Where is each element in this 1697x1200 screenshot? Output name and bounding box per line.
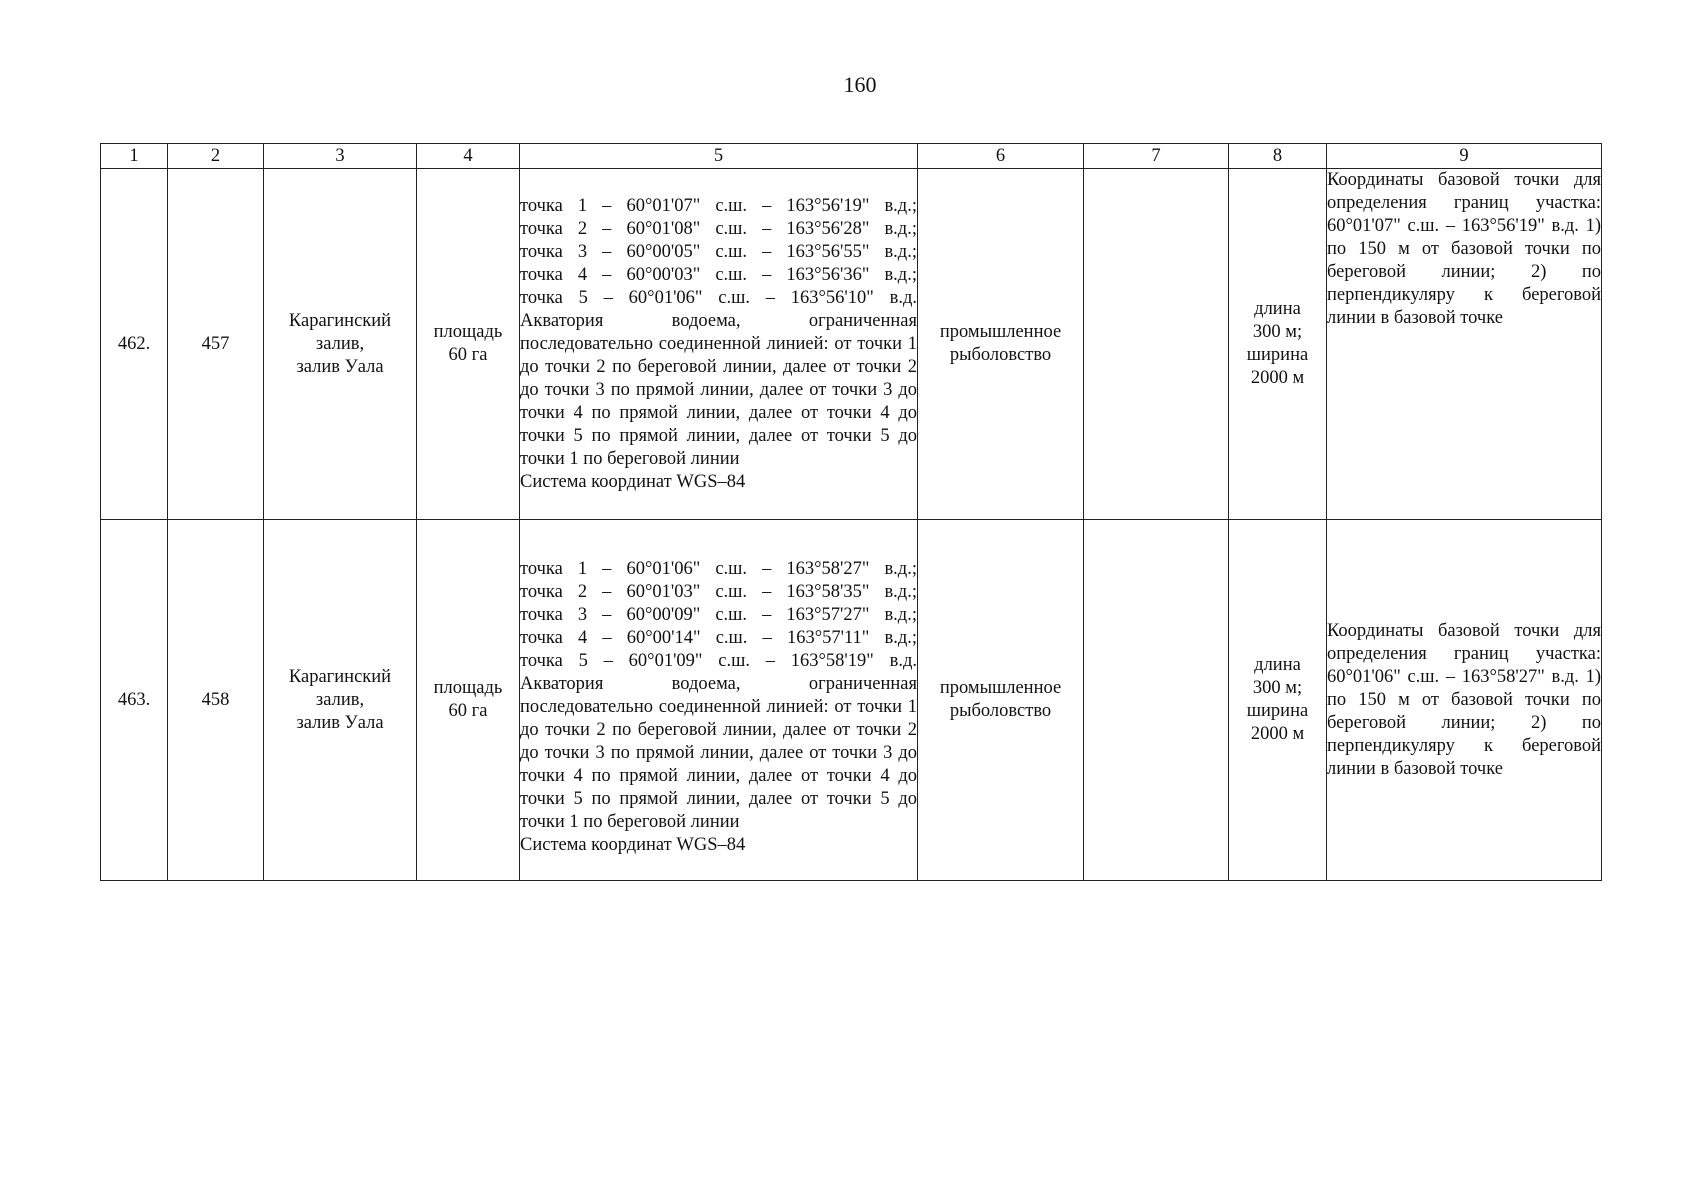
purpose-line: промышленное <box>939 322 1062 342</box>
dimensions-line: ширина <box>1246 701 1309 721</box>
location-cell <box>264 169 417 520</box>
area-size-line: площадь <box>433 678 503 698</box>
location-line: залив Уала <box>296 712 384 733</box>
boundary-text: Акватория водоема, ограниченная последовательно соединенной линией: от точки 1 до точки 2 по береговой линии, далее от точки 2 до точки 3 по прямой линии, далее от точки 3 до точки 4 по прямой линии, далее от точки 4 до точки 5 по прямой линии, далее от точки 5 до точки 1 по береговой линии <box>520 310 917 469</box>
boundary-description-cell <box>520 520 918 881</box>
fishing-areas-table <box>100 143 1602 881</box>
column-header: 9 <box>1327 144 1602 169</box>
row-number: 462. <box>101 169 168 520</box>
purpose-line: рыболовство <box>949 345 1052 365</box>
coordinate-system: Система координат WGS–84 <box>520 834 746 855</box>
coordinate-point: точка 4 – 60°00'14" с.ш. – 163°57'11" в.д.; <box>520 627 917 648</box>
area-size-cell <box>417 520 520 881</box>
area-size-line: площадь <box>433 322 503 342</box>
dimensions-line: длина <box>1254 299 1301 319</box>
table-row <box>101 520 1602 881</box>
column-header: 7 <box>1084 144 1229 169</box>
dimensions-line: 2000 м <box>1250 368 1305 388</box>
column-header: 3 <box>264 144 417 169</box>
coordinate-point: точка 3 – 60°00'05" с.ш. – 163°56'55" в.д.; <box>520 241 917 262</box>
boundary-text: Акватория водоема, ограниченная последовательно соединенной линией: от точки 1 до точки 2 по береговой линии, далее от точки 2 до точки 3 по прямой линии, далее от точки 3 до точки 4 по прямой линии, далее от точки 4 до точки 5 по прямой линии, далее от точки 5 до точки 1 по береговой линии <box>520 673 917 832</box>
column-header: 6 <box>918 144 1084 169</box>
base-point-note: Координаты базовой точки для определения границ участка: 60°01'07" с.ш. – 163°56'19" в.д. 1) по 150 м от базовой точки по береговой линии; 2) по перпендикуляру к береговой линии в базовой точке <box>1327 169 1602 520</box>
location-line: залив, <box>315 333 365 354</box>
header-row <box>101 144 1602 169</box>
base-point-note: Координаты базовой точки для определения границ участка: 60°01'06" с.ш. – 163°58'27" в.д. 1) по 150 м от базовой точки по береговой линии; 2) по перпендикуляру к береговой линии в базовой точке <box>1327 520 1602 881</box>
coordinate-point: точка 3 – 60°00'09" с.ш. – 163°57'27" в.д.; <box>520 604 917 625</box>
coordinate-point: точка 1 – 60°01'06" с.ш. – 163°58'27" в.д.; <box>520 558 917 579</box>
area-id: 458 <box>168 520 264 881</box>
coordinate-point: точка 5 – 60°01'06" с.ш. – 163°56'10" в.д. <box>520 287 917 308</box>
area-size-line: 60 га <box>448 701 488 721</box>
dimensions-line: 300 м; <box>1252 678 1303 698</box>
column-header: 4 <box>417 144 520 169</box>
location-line: Карагинский <box>288 310 392 331</box>
column-7-cell <box>1084 520 1229 881</box>
column-header: 1 <box>101 144 168 169</box>
table-row <box>101 169 1602 520</box>
coordinate-system: Система координат WGS–84 <box>520 471 746 492</box>
location-cell <box>264 520 417 881</box>
coordinate-point: точка 1 – 60°01'07" с.ш. – 163°56'19" в.д.; <box>520 195 917 216</box>
location-line: залив, <box>315 689 365 710</box>
dimensions-line: длина <box>1254 655 1301 675</box>
area-size-cell <box>417 169 520 520</box>
row-number: 463. <box>101 520 168 881</box>
dimensions-line: 300 м; <box>1252 322 1303 342</box>
dimensions-cell <box>1229 520 1327 881</box>
area-id: 457 <box>168 169 264 520</box>
column-7-cell <box>1084 169 1229 520</box>
coordinate-point: точка 2 – 60°01'03" с.ш. – 163°58'35" в.д.; <box>520 581 917 602</box>
coordinate-point: точка 2 – 60°01'08" с.ш. – 163°56'28" в.д.; <box>520 218 917 239</box>
area-size-line: 60 га <box>448 345 488 365</box>
purpose-line: промышленное <box>939 678 1062 698</box>
purpose-line: рыболовство <box>949 701 1052 721</box>
purpose-cell <box>918 520 1084 881</box>
dimensions-line: 2000 м <box>1250 724 1305 744</box>
dimensions-line: ширина <box>1246 345 1309 365</box>
column-header: 8 <box>1229 144 1327 169</box>
purpose-cell <box>918 169 1084 520</box>
column-header: 2 <box>168 144 264 169</box>
location-line: Карагинский <box>288 666 392 687</box>
coordinate-point: точка 5 – 60°01'09" с.ш. – 163°58'19" в.д. <box>520 650 917 671</box>
coordinate-point: точка 4 – 60°00'03" с.ш. – 163°56'36" в.д.; <box>520 264 917 285</box>
location-line: залив Уала <box>296 356 384 377</box>
dimensions-cell <box>1229 169 1327 520</box>
boundary-description-cell <box>520 169 918 520</box>
column-header: 5 <box>520 144 918 169</box>
page-number: 160 <box>843 72 877 97</box>
